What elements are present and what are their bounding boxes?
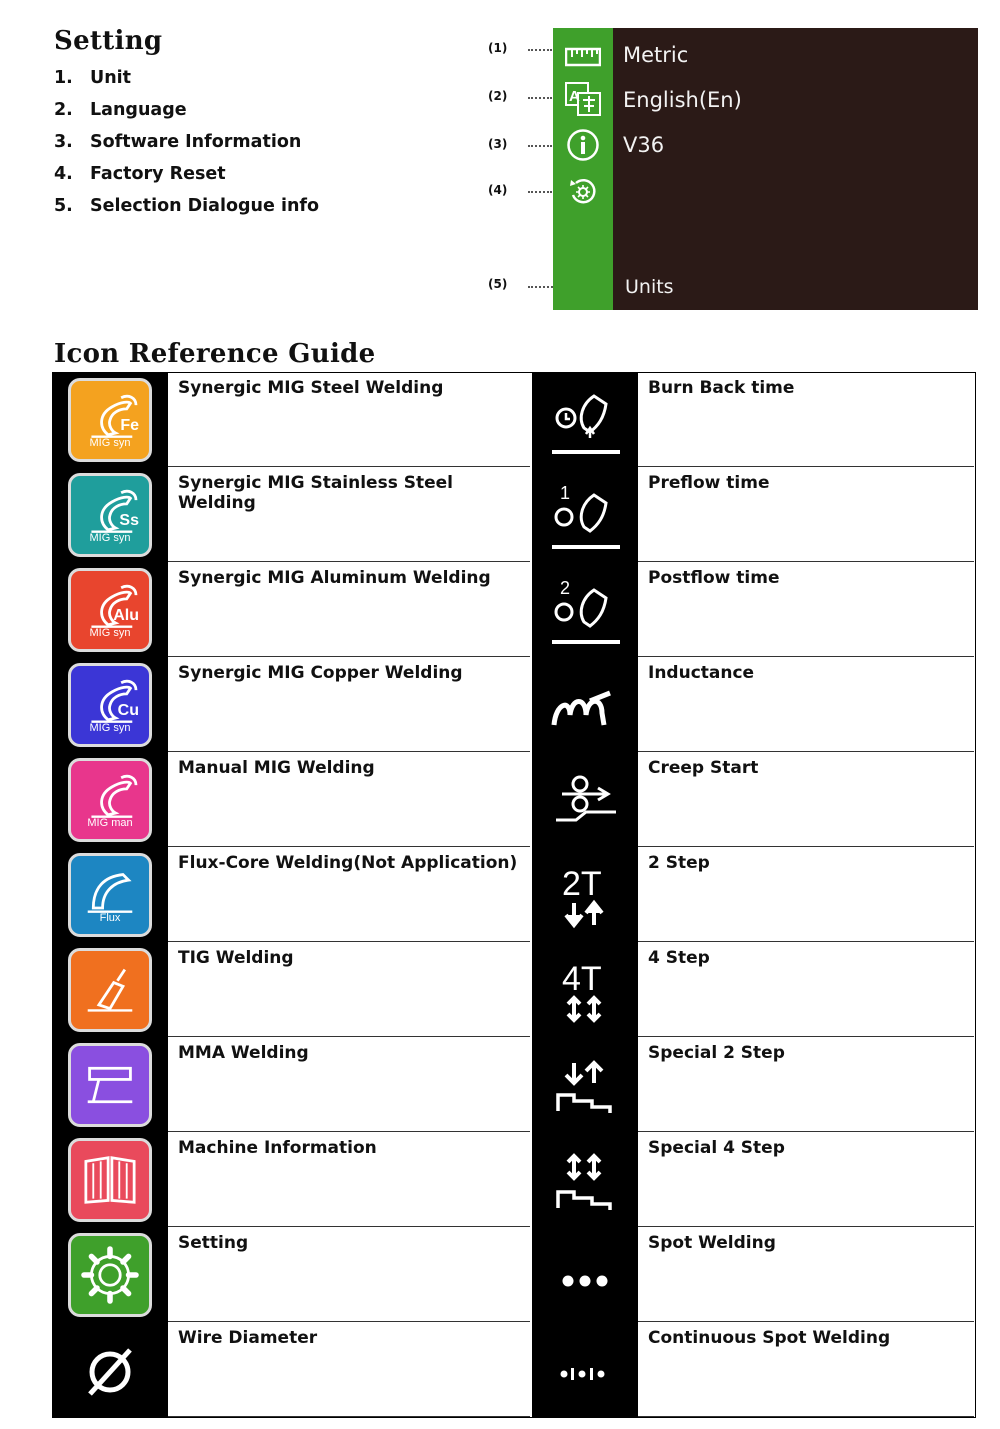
icon-description: Wire Diameter bbox=[178, 1328, 318, 1348]
svg-text:1: 1 bbox=[560, 483, 571, 503]
ruler-icon[interactable] bbox=[565, 40, 601, 74]
reset-icon[interactable] bbox=[565, 174, 601, 208]
icon-description: Synergic MIG Aluminum Welding bbox=[178, 568, 491, 588]
setting-item-label: Software Information bbox=[90, 132, 302, 152]
callout-3: (3) bbox=[488, 137, 507, 151]
icon-description: Synergic MIG Stainless Steel Welding bbox=[178, 473, 453, 513]
icon-description: Synergic MIG Copper Welding bbox=[178, 663, 463, 683]
icon-description: TIG Welding bbox=[178, 948, 294, 968]
setting-item: 1. Unit bbox=[54, 68, 132, 88]
mig-aluminum-icon: Alu MIG syn bbox=[68, 568, 152, 652]
icon-description: Creep Start bbox=[648, 758, 759, 778]
icon-description: Continuous Spot Welding bbox=[648, 1328, 891, 1348]
setting-item: 4. Factory Reset bbox=[54, 164, 226, 184]
setting-item-label: Language bbox=[90, 100, 187, 120]
icon-description: Special 4 Step bbox=[648, 1138, 785, 1158]
icon-description: Spot Welding bbox=[648, 1233, 776, 1253]
setting-item-label: Factory Reset bbox=[90, 164, 226, 184]
svg-text:A: A bbox=[569, 88, 580, 105]
icon-description: MMA Welding bbox=[178, 1043, 309, 1063]
icon-reference-table bbox=[52, 372, 976, 1418]
icon-description: Preflow time bbox=[648, 473, 770, 493]
info-icon[interactable] bbox=[565, 128, 601, 162]
icon-description: Manual MIG Welding bbox=[178, 758, 375, 778]
svg-text:2T: 2T bbox=[562, 865, 602, 903]
mig-copper-icon: Cu MIG syn bbox=[68, 663, 152, 747]
mig-steel-icon: Fe MIG syn bbox=[68, 378, 152, 462]
table-frame bbox=[52, 372, 976, 1418]
callout-5: (5) bbox=[488, 277, 508, 291]
mig-stainless-icon: Ss MIG syn bbox=[68, 473, 152, 557]
icon-description: Synergic MIG Steel Welding bbox=[178, 378, 444, 398]
setting-list bbox=[54, 62, 319, 222]
setting-item-label: Selection Dialogue info bbox=[90, 196, 320, 216]
icon-description: Postflow time bbox=[648, 568, 780, 588]
callout-2: (2) bbox=[488, 89, 507, 103]
icon-description: 2 Step bbox=[648, 853, 710, 873]
language-value: English(En) bbox=[623, 88, 742, 112]
icon-description: 4 Step bbox=[648, 948, 710, 968]
icon-description: Machine Information bbox=[178, 1138, 377, 1158]
mig-manual-icon: MIG man bbox=[68, 758, 152, 842]
setting-item: 5. Selection Dialogue info bbox=[54, 196, 320, 216]
setting-item: 2. Language bbox=[54, 100, 187, 120]
device-settings-screen bbox=[553, 28, 978, 310]
language-icon[interactable] bbox=[565, 82, 601, 116]
callout-4: (4) bbox=[488, 183, 507, 197]
icon-description: Flux-Core Welding(Not Application) bbox=[178, 853, 518, 873]
flux-core-icon: Flux bbox=[68, 853, 152, 937]
callout-1: (1) bbox=[488, 41, 507, 55]
selection-dialogue-info: Units bbox=[625, 276, 674, 298]
svg-text:4T: 4T bbox=[562, 960, 602, 998]
setting-item: 3. Software Information bbox=[54, 132, 302, 152]
software-version-value: V36 bbox=[623, 133, 665, 157]
setting-title: Setting bbox=[54, 26, 163, 56]
icon-description: Special 2 Step bbox=[648, 1043, 785, 1063]
icon-description: Burn Back time bbox=[648, 378, 795, 398]
icon-description: Inductance bbox=[648, 663, 755, 683]
icon-description: Setting bbox=[178, 1233, 249, 1253]
setting-item-label: Unit bbox=[90, 68, 132, 88]
guide-title: Icon Reference Guide bbox=[54, 339, 376, 369]
unit-value: Metric bbox=[623, 43, 689, 67]
svg-text:2: 2 bbox=[560, 578, 571, 598]
